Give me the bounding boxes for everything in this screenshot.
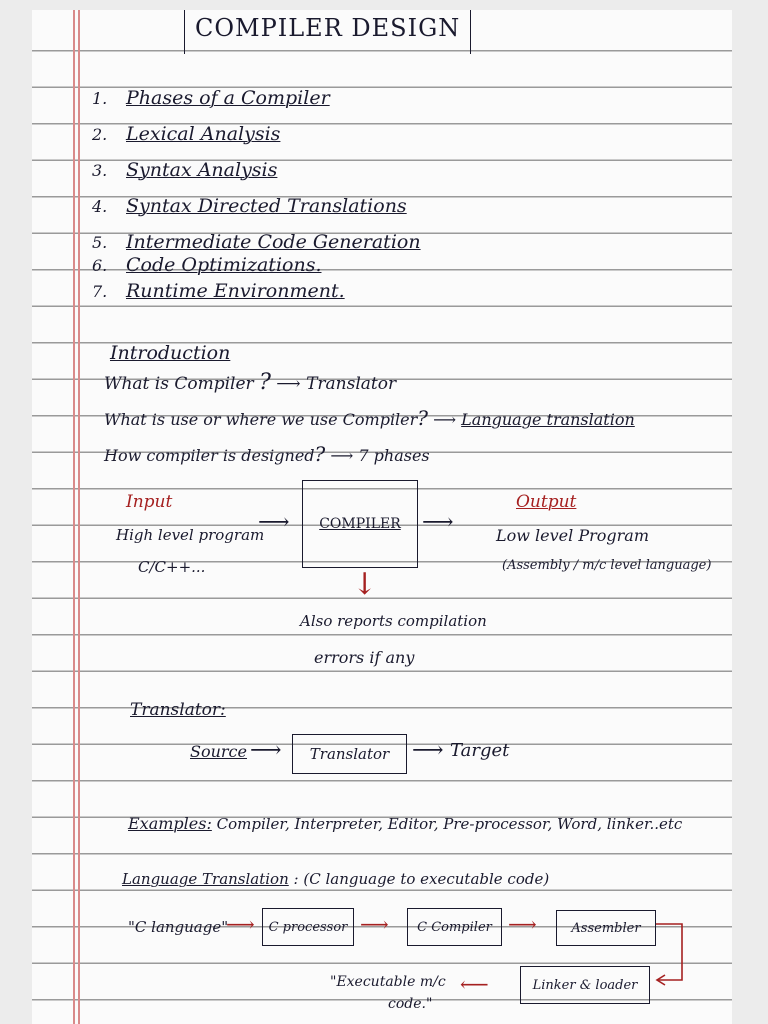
translator-target: Target — [450, 740, 510, 761]
notebook-page — [32, 10, 732, 1024]
assembler-label: Assembler — [571, 920, 641, 936]
topic-number: 7. — [92, 282, 108, 301]
output-sub: (Assembly / m/c level language) — [502, 558, 712, 573]
question-mark: ? — [314, 442, 326, 466]
right-arrow-icon: ⟶ — [330, 446, 354, 465]
topic-number: 4. — [92, 197, 108, 216]
compiler-box — [302, 480, 418, 568]
examples-text: Compiler, Interpreter, Editor, Pre-processor, Word, linker..etc — [216, 815, 683, 833]
right-arrow-icon: ⟶ — [433, 410, 457, 429]
topic-6 — [92, 254, 321, 276]
lang-translation-line — [122, 870, 549, 888]
question-text: How compiler is designed — [104, 446, 315, 465]
topic-7 — [92, 280, 345, 302]
topic-3 — [92, 159, 277, 181]
topic-4 — [92, 195, 407, 217]
output-text: Low level Program — [496, 526, 649, 545]
margin-line-2 — [78, 10, 80, 1024]
translator-box — [292, 734, 407, 774]
compiler-note-line2: errors if any — [314, 648, 415, 667]
page-title-text: COMPILER DESIGN — [195, 14, 461, 42]
right-arrow-icon: ⟶ — [412, 738, 444, 763]
page-title — [184, 10, 471, 54]
right-arrow-icon: ⟶ — [250, 738, 282, 763]
intro-q1 — [104, 370, 396, 395]
topic-text: Code Optimizations. — [126, 254, 322, 276]
intro-heading: Introduction — [110, 342, 231, 364]
c-processor-label: C processor — [268, 919, 348, 935]
topic-5 — [92, 231, 421, 253]
connector-arrow-icon — [652, 916, 692, 988]
topic-number: 1. — [92, 89, 108, 108]
topic-number: 6. — [92, 256, 108, 275]
lang-translation-heading: Language Translation — [122, 870, 289, 888]
c-compiler-label: C Compiler — [417, 919, 492, 935]
question-text: What is use or where we use Compiler — [104, 410, 418, 429]
examples-line — [128, 814, 682, 833]
down-arrow-icon: ↓ — [352, 567, 378, 602]
right-arrow-icon: ⟶ — [276, 374, 301, 394]
intro-q2 — [104, 406, 635, 430]
question-mark: ? — [259, 370, 271, 395]
topic-text: Syntax Directed Translations — [126, 195, 407, 217]
output-label: Output — [516, 492, 577, 512]
c-processor-box — [262, 908, 354, 946]
question-text: What is Compiler — [104, 374, 254, 394]
topic-number: 5. — [92, 233, 108, 252]
topic-text: Lexical Analysis — [126, 123, 281, 145]
input-label: Input — [126, 492, 173, 512]
compiler-note-line1: Also reports compilation — [300, 612, 487, 630]
topic-text: Phases of a Compiler — [126, 87, 330, 109]
c-compiler-box — [407, 908, 502, 946]
answer-text: Translator — [306, 374, 397, 394]
translator-source: Source — [190, 742, 247, 761]
compiler-box-label: COMPILER — [319, 516, 401, 532]
topic-number: 3. — [92, 161, 108, 180]
topic-number: 2. — [92, 125, 108, 144]
input-sub: C/C++... — [138, 558, 206, 576]
right-arrow-icon: ⟶ — [360, 912, 389, 936]
topic-text: Syntax Analysis — [126, 159, 278, 181]
translator-heading: Translator: — [130, 700, 226, 720]
topic-text: Intermediate Code Generation — [126, 231, 421, 253]
right-arrow-icon: ⟶ — [422, 510, 454, 535]
linker-loader-box — [520, 966, 650, 1004]
assembler-box — [556, 910, 656, 946]
right-arrow-icon: ⟶ — [508, 912, 537, 936]
topic-2 — [92, 123, 280, 145]
margin-line-1 — [73, 10, 75, 1024]
topic-text: Runtime Environment. — [126, 280, 345, 302]
answer-text: Language translation — [461, 410, 635, 429]
input-text: High level program — [116, 526, 265, 544]
intro-q3 — [104, 442, 430, 466]
executable-line1: "Executable m/c — [330, 974, 446, 990]
question-mark: ? — [417, 406, 429, 430]
c-language-label: "C language" — [128, 918, 229, 936]
linker-loader-label: Linker & loader — [532, 977, 638, 993]
answer-text: 7 phases — [358, 446, 430, 465]
lang-translation-note: : (C language to executable code) — [293, 870, 550, 888]
translator-box-label: Translator — [309, 745, 390, 763]
right-arrow-icon: ⟶ — [226, 912, 255, 936]
examples-label: Examples: — [128, 814, 212, 833]
topic-1 — [92, 87, 330, 109]
left-arrow-icon: ⟵ — [460, 972, 489, 996]
executable-line2: code." — [388, 996, 433, 1012]
right-arrow-icon: ⟶ — [258, 510, 290, 535]
